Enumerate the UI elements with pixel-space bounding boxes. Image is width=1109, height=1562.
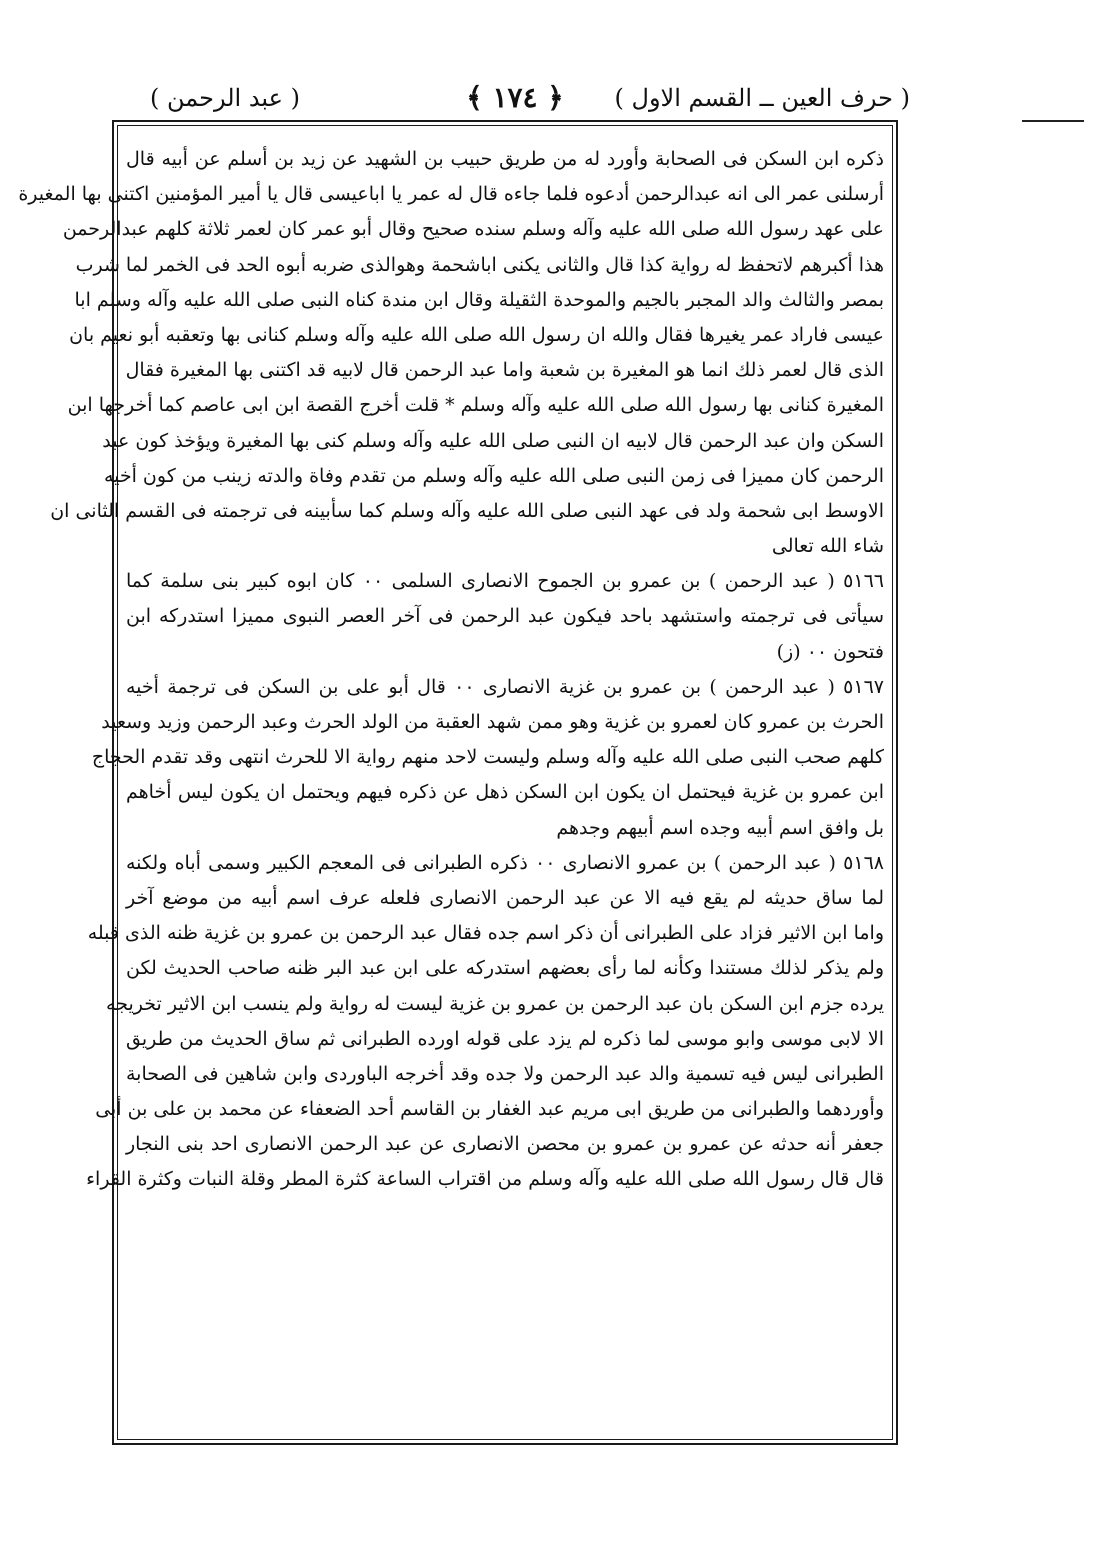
text-line: الذى قال لعمر ذلك انما هو المغيرة بن شعبة واما عبد الرحمن قال لابيه قد اكتنى بها المغيرة فقال [125, 359, 884, 382]
text-line: عيسى فاراد عمر يغيرها فقال والله ان رسول الله صلى الله عليه وآله وسلم كنانى بها وتعقبه أبو نعيم بان [69, 323, 884, 346]
text-line: الا لابى موسى وابو موسى لما ذكره لم يزد على قوله اورده الطبرانى ثم ساق الحديث من طريق [126, 1027, 884, 1050]
text-line: ولم يذكر لذلك مستندا وكأنه لما رأى بعضهم استدركه على ابن عبد البر ظنه صاحب الحديث لكن [126, 957, 884, 980]
text-line: لما ساق حديثه لم يقع فيه الا عن عبد الرحمن الانصارى فلعله عرف اسم أبيه من موضع آخر [126, 886, 884, 909]
text-line: الحرث بن عمرو كان لعمرو بن غزية وهو ممن شهد العقبة من الولد الحرث وعبد الرحمن وزيد وسعيد [101, 711, 884, 733]
text-line: قال قال رسول الله صلى الله عليه وآله وسلم من اقتراب الساعة كثرة المطر وقلة النبات وكثرة القراء [86, 1168, 884, 1191]
text-line: الاوسط ابى شحمة ولد فى عهد النبى صلى الله عليه وآله وسلم كما سأبينه فى ترجمته فى القسم الثانى ان [50, 499, 884, 522]
margin-rule [1022, 120, 1084, 122]
text-line: الرحمن كان مميزا فى زمن النبى صلى الله عليه وآله وسلم من تقدم وفاة والدته زينب من كون أخيه [103, 464, 884, 487]
text-line: سيأتى فى ترجمته واستشهد باحد فيكون عبد الرحمن فى آخر العصر النبوى مميزا استدركه ابن [126, 605, 884, 628]
text-line: المغيرة كنانى بها رسول الله صلى الله عليه وآله وسلم * قلت أخرج القصة ابن ابى عاصم كما أخرجها ابن [67, 394, 884, 417]
text-line: هذا أكبرهم لاتحفظ له رواية كذا قال والثانى يكنى اباشحمة وهوالذى ضربه أبوه الحد فى الخمر لما شرب [75, 253, 884, 276]
text-line: بل وافق اسم أبيه وجده اسم أبيهم وجدهم [556, 816, 884, 839]
text-line: على عهد رسول الله صلى الله عليه وآله وسلم سنده صحيح وقال أبو عمر كان لعمر ثلاثة كلهم عبدالرحمن [62, 218, 884, 241]
text-line: ذكره ابن السكن فى الصحابة وأورد له من طريق حبيب بن الشهيد عن زيد بن أسلم عن أبيه قال [126, 148, 884, 170]
text-line: ابن عمرو بن غزية فيحتمل ان يكون ابن السكن ذهل عن ذكره فيهم ويحتمل ان يكون ليس أخاهم [126, 781, 884, 804]
text-line: الطبرانى ليس فيه تسمية والد عبد الرحمن ولا جده وقد أخرجه الباوردى وابن شاهين فى الصحابة [126, 1062, 884, 1085]
body-text [18, 142, 884, 1198]
text-line: السكن وان عبد الرحمن قال لابيه ان النبى صلى الله عليه وآله وسلم كنى بها المغيرة ويؤخذ كون عبد [102, 429, 884, 452]
text-line: فتحون ٠٠ (ز) [776, 640, 884, 663]
page-number: ﴿ ١٧٤ ﴾ [466, 81, 564, 114]
text-line: كلهم صحب النبى صلى الله عليه وآله وسلم وليست لاحد منهم رواية الا للحرث انتهى وقد تقدم الحجاج [91, 746, 884, 769]
text-line: واما ابن الاثير فزاد على الطبرانى أن ذكر اسم جده فقال عبد الرحمن بن عمرو بن غزية ظنه الذى قبله [87, 922, 884, 945]
text-line: يرده جزم ابن السكن بان عبد الرحمن بن عمرو بن غزية ليست له رواية ولم ينسب ابن الاثير تخريجه [106, 992, 884, 1015]
entry-line-5167: ٥١٦٧ ( عبد الرحمن ) بن عمرو بن غزية الانصارى ٠٠ قال أبو على بن السكن فى ترجمة أخيه [126, 675, 884, 698]
text-line: بمصر والثالث والد المجبر بالجيم والموحدة الثقيلة وقال ابن مندة كناه النبى صلى الله عليه وآله وسلم ابا [74, 288, 884, 311]
text-line: شاء الله تعالى [771, 535, 884, 558]
entry-line-5166: ٥١٦٦ ( عبد الرحمن ) بن عمرو بن الجموح الانصارى السلمى ٠٠ كان ابوه كبير بنى سلمة كما [126, 570, 884, 593]
text-line: جعفر أنه حدثه عن عمرو بن عمرو بن محصن الانصارى عن عبد الرحمن الانصارى احد بنى النجار [126, 1133, 884, 1156]
text-frame [18, 120, 898, 1445]
header-entry-name: ( عبد الرحمن ) [150, 84, 300, 112]
text-line: أرسلنى عمر الى انه عبدالرحمن أدعوه فلما جاءه قال له عمر يا اباعيسى قال يا أمير المؤمنين اكتنى بها المغيرة [18, 183, 884, 206]
entry-line-5168: ٥١٦٨ ( عبد الرحمن ) بن عمرو الانصارى ٠٠ ذكره الطبرانى فى المعجم الكبير وسمى أباه ولكنه [126, 851, 884, 874]
header-chapter-title: ( حرف العين ــ القسم الاول ) [614, 84, 910, 112]
text-line: وأوردهما والطبرانى من طريق ابى مريم عبد الغفار بن القاسم أحد الضعفاء عن محمد بن على بن أبى [95, 1098, 884, 1121]
running-header [150, 78, 910, 118]
